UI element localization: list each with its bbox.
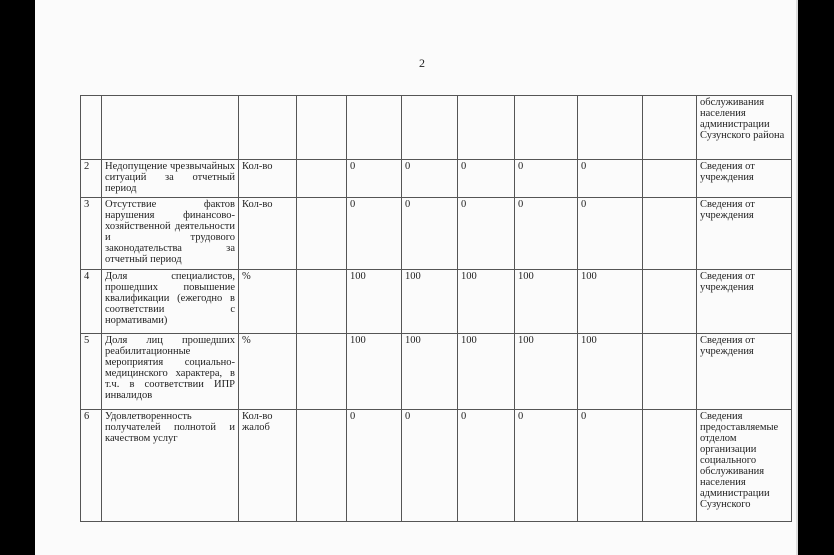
row-number: 3 — [81, 198, 102, 270]
unit-of-measure: Кол-во — [239, 160, 297, 198]
table-row — [81, 160, 792, 198]
spacer-cell — [297, 270, 347, 334]
value-cell: 0 — [578, 410, 643, 522]
value-cell — [347, 96, 402, 160]
indicator-name: Доля лиц прошедших реабилитационные мероприятия социально-медицинского характера, в т.ч. в соответствии ИПР инвалидов — [102, 334, 239, 410]
value-cell: 0 — [347, 410, 402, 522]
scanned-page — [35, 0, 798, 555]
value-cell: 0 — [578, 198, 643, 270]
value-cell: 0 — [458, 410, 515, 522]
data-source: Сведения от учреждения — [697, 198, 792, 270]
unit-of-measure: Кол-во жалоб — [239, 410, 297, 522]
spacer-cell — [297, 198, 347, 270]
data-source: Сведения от учреждения — [697, 334, 792, 410]
value-cell — [458, 96, 515, 160]
value-cell — [578, 96, 643, 160]
indicator-name: Недопущение чрезвычайных ситуаций за отчетный период — [102, 160, 239, 198]
value-cell — [515, 96, 578, 160]
value-cell — [402, 96, 458, 160]
value-cell: 100 — [578, 334, 643, 410]
data-source: Сведения от учреждения — [697, 160, 792, 198]
data-source: Сведения предоставляемые отделом организации социального обслуживания населения администрации Сузунского — [697, 410, 792, 522]
value-cell: 0 — [458, 198, 515, 270]
data-source: Сведения от учреждения — [697, 270, 792, 334]
table-row — [81, 198, 792, 270]
indicator-name — [102, 96, 239, 160]
row-number — [81, 96, 102, 160]
spacer-cell — [297, 410, 347, 522]
value-cell: 0 — [515, 198, 578, 270]
table-row — [81, 334, 792, 410]
row-number: 4 — [81, 270, 102, 334]
indicator-table — [80, 95, 792, 522]
value-cell: 100 — [402, 270, 458, 334]
spacer-cell — [297, 160, 347, 198]
value-cell: 100 — [458, 270, 515, 334]
value-cell: 100 — [347, 334, 402, 410]
table-row — [81, 270, 792, 334]
spacer-cell — [643, 334, 697, 410]
unit-of-measure — [239, 96, 297, 160]
row-number: 2 — [81, 160, 102, 198]
value-cell: 0 — [347, 198, 402, 270]
value-cell: 100 — [347, 270, 402, 334]
value-cell: 0 — [402, 160, 458, 198]
spacer-cell — [643, 160, 697, 198]
value-cell: 0 — [515, 410, 578, 522]
value-cell: 0 — [515, 160, 578, 198]
indicator-name: Удовлетворенность получателей полнотой и качеством услуг — [102, 410, 239, 522]
row-number: 6 — [81, 410, 102, 522]
value-cell: 0 — [402, 198, 458, 270]
spacer-cell — [643, 270, 697, 334]
unit-of-measure: Кол-во — [239, 198, 297, 270]
spacer-cell — [643, 96, 697, 160]
value-cell: 100 — [458, 334, 515, 410]
paper-edge — [796, 0, 798, 555]
value-cell: 0 — [578, 160, 643, 198]
value-cell: 0 — [458, 160, 515, 198]
value-cell: 100 — [402, 334, 458, 410]
table-row — [81, 96, 792, 160]
unit-of-measure: % — [239, 334, 297, 410]
page-number: 2 — [419, 56, 425, 70]
row-number: 5 — [81, 334, 102, 410]
spacer-cell — [643, 198, 697, 270]
data-source: обслуживания населения администрации Сузунского района — [697, 96, 792, 160]
value-cell: 100 — [515, 270, 578, 334]
spacer-cell — [297, 334, 347, 410]
indicator-name: Отсутствие фактов нарушения финансово-хозяйственной деятельности и трудового законодательства за отчетный период — [102, 198, 239, 270]
value-cell: 100 — [578, 270, 643, 334]
spacer-cell — [297, 96, 347, 160]
unit-of-measure: % — [239, 270, 297, 334]
spacer-cell — [643, 410, 697, 522]
value-cell: 0 — [402, 410, 458, 522]
value-cell: 100 — [515, 334, 578, 410]
indicator-name: Доля специалистов, прошедших повышение квалификации (ежегодно в соответствии с нормативами) — [102, 270, 239, 334]
value-cell: 0 — [347, 160, 402, 198]
table-row — [81, 410, 792, 522]
